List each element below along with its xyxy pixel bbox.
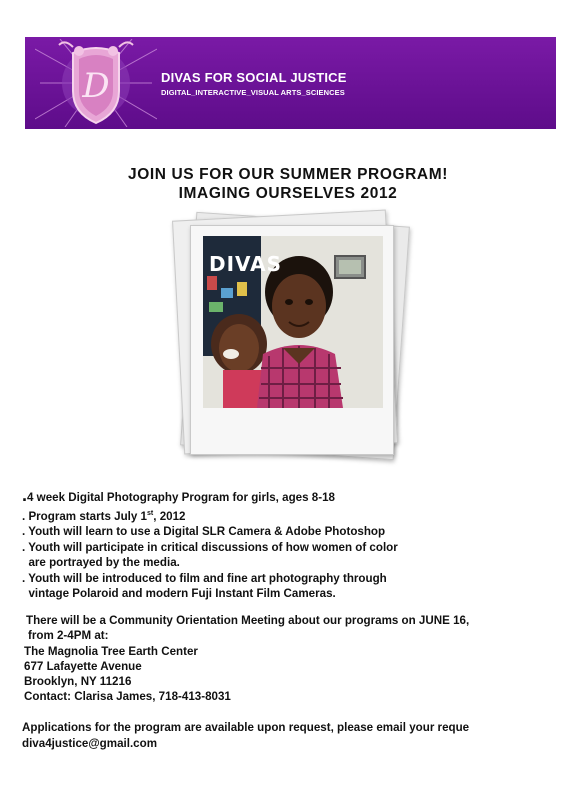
bullet-3: . Youth will participate in critical discussions of how women of color xyxy=(22,540,398,554)
orientation-line-2: from 2-4PM at: xyxy=(28,629,109,643)
applications-info xyxy=(22,720,576,751)
bullet-0: 4 week Digital Photography Program for girls, ages 8-18 xyxy=(27,491,335,504)
venue-city: Brooklyn, NY 11216 xyxy=(24,675,132,689)
photo-girls xyxy=(203,236,383,408)
bullet-dot: . xyxy=(22,485,28,505)
applications-line: Applications for the program are available upon request, please email your reque xyxy=(22,721,470,734)
bullet-1: . Program starts July 1 xyxy=(22,509,148,523)
logo-letter: D xyxy=(82,66,110,106)
date-rest: , 2012 xyxy=(153,509,186,523)
contact-info: Contact: Clarisa James, 718-413-8031 xyxy=(24,690,231,704)
date-suffix: st xyxy=(147,509,154,517)
orientation-line-1: There will be a Community Orientation Meeting about our programs on JUNE 16, xyxy=(26,614,470,627)
polaroid-front xyxy=(190,225,394,455)
bullet-2: . Youth will learn to use a Digital SLR Camera & Adobe Photoshop xyxy=(22,525,386,539)
header-banner xyxy=(25,37,556,129)
org-name: DIVAS FOR SOCIAL JUSTICE xyxy=(161,70,347,85)
org-tagline: DIGITAL_INTERACTIVE_VISUAL ARTS_SCIENCES xyxy=(161,88,345,97)
bullet-5: . Youth will be introduced to film and fine art photography through xyxy=(22,571,387,585)
contact-email[interactable]: diva4justice@gmail.com xyxy=(22,736,158,750)
crest-logo xyxy=(35,39,157,127)
wall-sign: DIVAS xyxy=(209,252,283,276)
bullet-6: vintage Polaroid and modern Fuji Instant Film Cameras. xyxy=(22,587,336,601)
program-details xyxy=(22,485,562,602)
orientation-info xyxy=(26,613,566,705)
venue-name: The Magnolia Tree Earth Center xyxy=(24,644,198,658)
polaroid-stack xyxy=(170,205,420,470)
bullet-4: are portrayed by the media. xyxy=(22,556,180,570)
venue-street: 677 Lafayette Avenue xyxy=(24,659,142,673)
headline-line-1: JOIN US FOR OUR SUMMER PROGRAM! xyxy=(128,166,448,183)
headline-line-2: IMAGING OURSELVES 2012 xyxy=(178,185,398,202)
